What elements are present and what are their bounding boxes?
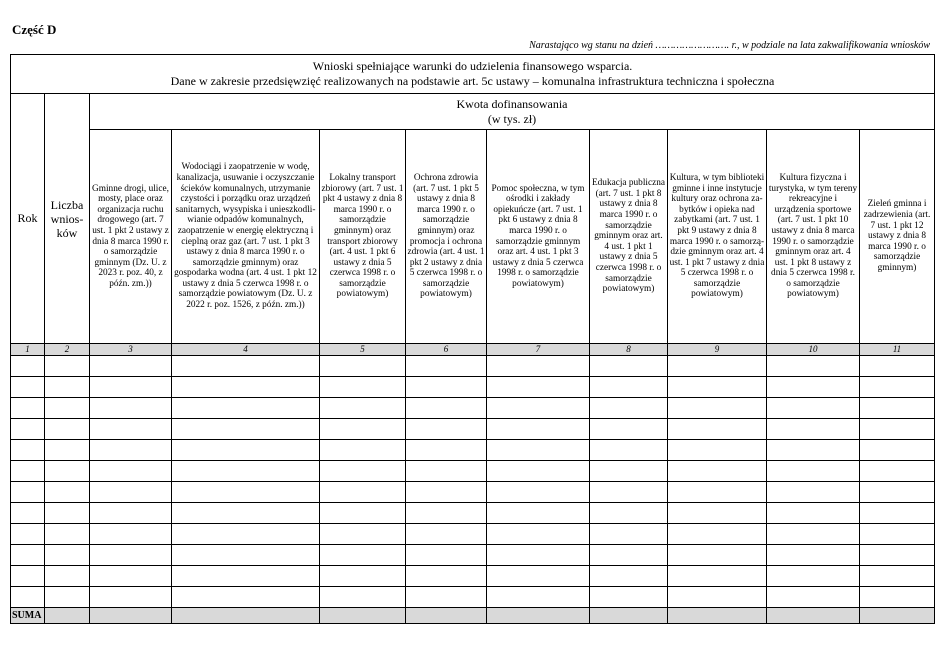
value-cell[interactable]	[172, 587, 320, 608]
value-cell[interactable]	[860, 545, 935, 566]
sum-cell[interactable]	[406, 608, 487, 624]
value-cell[interactable]	[860, 461, 935, 482]
value-cell[interactable]	[590, 524, 668, 545]
kwota-header-line-2: (w tys. zł)	[487, 111, 537, 126]
column-header-4: Wodociągi i zaopatrzenie w wodę, kanalizacja, usuwanie i oczyszczanie ścieków komunalnych, utrzymanie czystości i porządku oraz urządzeń sanitarnych, wysypiska i unieszkodliwianie odpadów komunalnych, zaopatrzenie w energię elektryczną i cieplną oraz gaz (art. 7 ust. 1 pkt 3 ustawy z dnia 8 marca 1990 r. o samorządzie gminnym) oraz gospodarka wodna (art. 4 ust. 1 pkt 12 ustawy z dnia 5 czerwca 1998 r. o samorządzie powiatowym (Dz. U. z 2022 r. poz. 1526, z późn. zm.))	[172, 130, 320, 344]
data-rows	[11, 356, 935, 608]
value-cell[interactable]	[406, 440, 487, 461]
value-cell[interactable]	[320, 356, 406, 377]
value-cell[interactable]	[406, 524, 487, 545]
value-cell[interactable]	[590, 461, 668, 482]
value-cell[interactable]	[45, 482, 90, 503]
year-cell[interactable]	[11, 503, 45, 524]
value-cell[interactable]	[406, 545, 487, 566]
sum-cell[interactable]	[590, 608, 668, 624]
value-cell[interactable]	[90, 398, 172, 419]
value-cell[interactable]	[90, 419, 172, 440]
value-cell[interactable]	[767, 398, 860, 419]
value-cell[interactable]	[860, 482, 935, 503]
value-cell[interactable]	[767, 587, 860, 608]
table-row	[11, 545, 935, 566]
value-cell[interactable]	[767, 482, 860, 503]
value-cell[interactable]	[668, 503, 767, 524]
year-cell[interactable]	[11, 545, 45, 566]
value-cell[interactable]	[406, 356, 487, 377]
year-cell[interactable]	[11, 440, 45, 461]
value-cell[interactable]	[767, 356, 860, 377]
value-cell[interactable]	[406, 482, 487, 503]
sum-cell[interactable]	[172, 608, 320, 624]
column-number: 10	[767, 344, 860, 356]
value-cell[interactable]	[767, 461, 860, 482]
value-cell[interactable]	[406, 419, 487, 440]
column-number: 8	[590, 344, 668, 356]
table-row	[11, 566, 935, 587]
value-cell[interactable]	[45, 377, 90, 398]
value-cell[interactable]	[90, 377, 172, 398]
column-header-3: Gminne drogi, ulice, mosty, place oraz organizacja ruchu drogowego (art. 7 ust. 1 pkt 2 ustawy z dnia 8 marca 1990 r. o samorządzie gminnym (Dz. U. z 2023 r. poz. 40, z późn. zm.))	[90, 130, 172, 344]
value-cell[interactable]	[406, 566, 487, 587]
value-cell[interactable]	[172, 356, 320, 377]
sum-cell[interactable]	[487, 608, 590, 624]
value-cell[interactable]	[90, 482, 172, 503]
year-cell[interactable]	[11, 587, 45, 608]
value-cell[interactable]	[668, 461, 767, 482]
value-cell[interactable]	[767, 503, 860, 524]
value-cell[interactable]	[487, 524, 590, 545]
value-cell[interactable]	[590, 587, 668, 608]
column-header-9: Kultura, w tym biblioteki gminne i inne instytucje kultury oraz ochrona zabytków i opieka nad zabytkami (art. 7 ust. 1 pkt 9 ustawy z dnia 8 marca 1990 r. o samorządzie gminnym oraz art. 4 ust. 1 pkt 7 ustawy z dnia 5 czerwca 1998 r. o samorządzie powiatowym)	[668, 130, 767, 344]
column-number: 4	[172, 344, 320, 356]
value-cell[interactable]	[487, 377, 590, 398]
value-cell[interactable]	[45, 524, 90, 545]
value-cell[interactable]	[487, 440, 590, 461]
table-row	[11, 587, 935, 608]
year-cell[interactable]	[11, 482, 45, 503]
value-cell[interactable]	[860, 398, 935, 419]
value-cell[interactable]	[767, 545, 860, 566]
value-cell[interactable]	[668, 440, 767, 461]
value-cell[interactable]	[320, 398, 406, 419]
sum-cell[interactable]	[45, 608, 90, 624]
value-cell[interactable]	[90, 356, 172, 377]
value-cell[interactable]	[487, 461, 590, 482]
value-cell[interactable]	[320, 566, 406, 587]
value-cell[interactable]	[320, 377, 406, 398]
column-number: 2	[45, 344, 90, 356]
column-number-row	[11, 344, 935, 356]
value-cell[interactable]	[668, 587, 767, 608]
value-cell[interactable]	[668, 524, 767, 545]
value-cell[interactable]	[45, 419, 90, 440]
column-number: 5	[320, 344, 406, 356]
value-cell[interactable]	[767, 419, 860, 440]
value-cell[interactable]	[767, 440, 860, 461]
value-cell[interactable]	[406, 587, 487, 608]
value-cell[interactable]	[406, 377, 487, 398]
value-cell[interactable]	[320, 587, 406, 608]
value-cell[interactable]	[320, 419, 406, 440]
value-cell[interactable]	[487, 482, 590, 503]
value-cell[interactable]	[172, 482, 320, 503]
sum-cell[interactable]	[320, 608, 406, 624]
value-cell[interactable]	[668, 377, 767, 398]
year-cell[interactable]	[11, 461, 45, 482]
value-cell[interactable]	[860, 524, 935, 545]
value-cell[interactable]	[406, 461, 487, 482]
value-cell[interactable]	[90, 545, 172, 566]
value-cell[interactable]	[45, 587, 90, 608]
value-cell[interactable]	[590, 398, 668, 419]
value-cell[interactable]	[90, 587, 172, 608]
value-cell[interactable]	[590, 545, 668, 566]
table-title-line-2: Dane w zakresie przedsięwzięć realizowanych na podstawie art. 5c ustawy – komunalna infrastruktura techniczna i społeczna	[170, 74, 775, 88]
value-cell[interactable]	[90, 566, 172, 587]
value-cell[interactable]	[45, 356, 90, 377]
column-header-rok: Rok	[11, 94, 45, 344]
column-header-10: Kultura fizyczna i turystyka, w tym tereny rekreacyjne i urządzenia sportowe (art. 7 ust. 1 pkt 10 ustawy z dnia 8 marca 1990 r. o samorządzie gminnym oraz art. 4 ust. 1 pkt 8 ustawy z dnia 5 czerwca 1998 r. o samorządzie powiatowym)	[767, 130, 860, 344]
value-cell[interactable]	[487, 503, 590, 524]
value-cell[interactable]	[767, 377, 860, 398]
value-cell[interactable]	[172, 461, 320, 482]
value-cell[interactable]	[860, 440, 935, 461]
applications-table	[10, 54, 935, 624]
sum-cell[interactable]	[767, 608, 860, 624]
column-number: 7	[487, 344, 590, 356]
sum-row	[11, 608, 935, 624]
value-cell[interactable]	[172, 440, 320, 461]
table-row	[11, 419, 935, 440]
value-cell[interactable]	[860, 419, 935, 440]
column-number: 3	[90, 344, 172, 356]
column-number: 6	[406, 344, 487, 356]
value-cell[interactable]	[172, 524, 320, 545]
column-number: 1	[11, 344, 45, 356]
value-cell[interactable]	[45, 461, 90, 482]
value-cell[interactable]	[767, 524, 860, 545]
table-row	[11, 398, 935, 419]
value-cell[interactable]	[668, 419, 767, 440]
year-cell[interactable]	[11, 524, 45, 545]
sum-label: SUMA	[11, 608, 45, 624]
value-cell[interactable]	[860, 587, 935, 608]
column-number: 9	[668, 344, 767, 356]
value-cell[interactable]	[45, 566, 90, 587]
value-cell[interactable]	[45, 398, 90, 419]
value-cell[interactable]	[590, 377, 668, 398]
value-cell[interactable]	[406, 398, 487, 419]
value-cell[interactable]	[487, 545, 590, 566]
value-cell[interactable]	[590, 482, 668, 503]
value-cell[interactable]	[90, 461, 172, 482]
table-row	[11, 482, 935, 503]
table-row	[11, 377, 935, 398]
value-cell[interactable]	[90, 503, 172, 524]
column-header-7: Pomoc społeczna, w tym ośrodki i zakłady opiekuńcze (art. 7 ust. 1 pkt 6 ustawy z dnia 8 marca 1990 r. o samorządzie gminnym oraz art. 4 ust. 1 pkt 3 ustawy z dnia 5 czerwca 1998 r. o samorządzie powiatowym)	[487, 130, 590, 344]
value-cell[interactable]	[668, 566, 767, 587]
value-cell[interactable]	[487, 587, 590, 608]
value-cell[interactable]	[767, 566, 860, 587]
part-title: Część D	[12, 22, 57, 37]
kwota-header	[90, 94, 935, 130]
value-cell[interactable]	[487, 566, 590, 587]
column-header-6: Ochrona zdrowia (art. 7 ust. 1 pkt 5 ustawy z dnia 8 marca 1990 r. o samorządzie gminnym) oraz promocja i ochrona zdrowia (art. 4 ust. 1 pkt 2 ustawy z dnia 5 czerwca 1998 r. o samorządzie powiatowym)	[406, 130, 487, 344]
value-cell[interactable]	[320, 545, 406, 566]
table-row	[11, 440, 935, 461]
table-title-cell	[11, 55, 935, 94]
year-cell[interactable]	[11, 419, 45, 440]
column-number: 11	[860, 344, 935, 356]
table-row	[11, 356, 935, 377]
column-header-11: Zieleń gminna i zadrzewienia (art. 7 ust. 1 pkt 12 ustawy z dnia 8 marca 1990 r. o samorządzie gminnym)	[860, 130, 935, 344]
value-cell[interactable]	[860, 566, 935, 587]
value-cell[interactable]	[590, 419, 668, 440]
value-cell[interactable]	[487, 356, 590, 377]
value-cell[interactable]	[90, 440, 172, 461]
value-cell[interactable]	[860, 356, 935, 377]
value-cell[interactable]	[172, 398, 320, 419]
year-cell[interactable]	[11, 356, 45, 377]
value-cell[interactable]	[860, 377, 935, 398]
column-header-liczba: Liczba wniosków	[45, 94, 90, 344]
table-row	[11, 461, 935, 482]
value-cell[interactable]	[668, 398, 767, 419]
value-cell[interactable]	[320, 461, 406, 482]
table-title-line-1: Wnioski spełniające warunki do udzielenia finansowego wsparcia.	[312, 59, 633, 73]
value-cell[interactable]	[172, 419, 320, 440]
value-cell[interactable]	[320, 482, 406, 503]
column-header-8: Edukacja publiczna (art. 7 ust. 1 pkt 8 ustawy z dnia 8 marca 1990 r. o samorządzie gminnym oraz art. 4 ust. 1 pkt 1 ustawy z dnia 5 czerwca 1998 r. o samorządzie powiatowym)	[590, 130, 668, 344]
sum-cell[interactable]	[668, 608, 767, 624]
value-cell[interactable]	[487, 419, 590, 440]
value-cell[interactable]	[590, 356, 668, 377]
kwota-header-line-1: Kwota dofinansowania	[456, 96, 568, 111]
value-cell[interactable]	[590, 503, 668, 524]
value-cell[interactable]	[320, 440, 406, 461]
value-cell[interactable]	[590, 566, 668, 587]
value-cell[interactable]	[45, 440, 90, 461]
value-cell[interactable]	[172, 566, 320, 587]
year-cell[interactable]	[11, 566, 45, 587]
value-cell[interactable]	[45, 545, 90, 566]
value-cell[interactable]	[320, 503, 406, 524]
value-cell[interactable]	[172, 377, 320, 398]
value-cell[interactable]	[172, 545, 320, 566]
value-cell[interactable]	[668, 356, 767, 377]
sum-cell[interactable]	[860, 608, 935, 624]
value-cell[interactable]	[668, 545, 767, 566]
value-cell[interactable]	[590, 440, 668, 461]
value-cell[interactable]	[320, 524, 406, 545]
table-row	[11, 524, 935, 545]
column-header-5: Lokalny transport zbiorowy (art. 7 ust. 1 pkt 4 ustawy z dnia 8 marca 1990 r. o samorządzie gminnym) oraz transport zbiorowy (art. 4 ust. 1 pkt 6 ustawy z dnia 5 czerwca 1998 r. o samorządzie powiatowym)	[320, 130, 406, 344]
sum-cell[interactable]	[90, 608, 172, 624]
value-cell[interactable]	[668, 482, 767, 503]
value-cell[interactable]	[487, 398, 590, 419]
value-cell[interactable]	[45, 503, 90, 524]
value-cell[interactable]	[860, 503, 935, 524]
value-cell[interactable]	[172, 503, 320, 524]
report-date-subtitle: Narastająco wg stanu na dzień ……………………. r., w podziale na lata zakwalifikowania wniosków	[529, 40, 930, 51]
year-cell[interactable]	[11, 398, 45, 419]
table-row	[11, 503, 935, 524]
value-cell[interactable]	[406, 503, 487, 524]
value-cell[interactable]	[90, 524, 172, 545]
year-cell[interactable]	[11, 377, 45, 398]
